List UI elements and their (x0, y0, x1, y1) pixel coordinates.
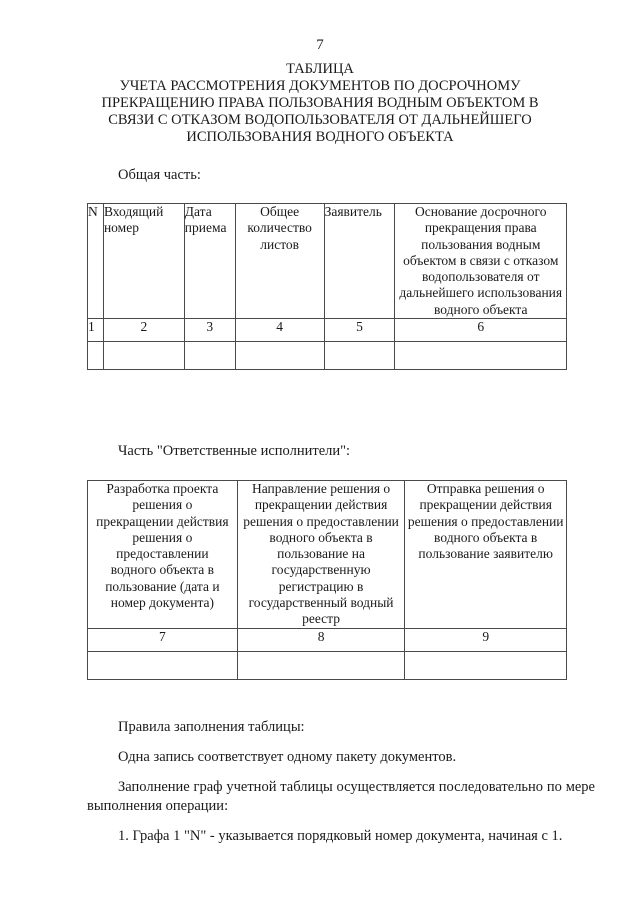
column-number: 9 (405, 628, 567, 651)
column-number: 4 (235, 319, 324, 342)
general-part-label: Общая часть: (118, 167, 201, 183)
empty-cell (88, 342, 104, 370)
document-title (0, 61, 640, 146)
responsible-part-table (87, 480, 567, 680)
column-header-n: N (88, 204, 104, 319)
column-header-sheet-count: Общее количество листов (235, 204, 324, 319)
empty-cell (405, 651, 567, 679)
column-number-row (88, 628, 567, 651)
column-number: 6 (395, 319, 567, 342)
column-header-project-development: Разработка проекта решения о прекращении действия решения о предоставлении водного объекта в пользование (дата и номер документа) (88, 481, 238, 629)
column-header-incoming-number: Входящий номер (103, 204, 184, 319)
rules-paragraph: 1. Графа 1 "N" - указывается порядковый номер документа, начиная с 1. (118, 828, 563, 844)
column-header-receipt-date: Дата приема (184, 204, 235, 319)
title-line: ИСПОЛЬЗОВАНИЯ ВОДНОГО ОБЪЕКТА (186, 129, 454, 145)
empty-table-row (88, 651, 567, 679)
empty-table-row (88, 342, 567, 370)
column-number: 5 (324, 319, 395, 342)
rules-paragraph: Одна запись соответствует одному пакету документов. (118, 749, 457, 765)
column-header-termination-basis: Основание досрочного прекращения права пользования водным объектом в связи с отказом водопользователя от дальнейшего использования водного объекта (395, 204, 567, 319)
general-part-table (87, 203, 567, 370)
page-number: 7 (316, 37, 324, 53)
empty-cell (395, 342, 567, 370)
title-line: СВЯЗИ С ОТКАЗОМ ВОДОПОЛЬЗОВАТЕЛЯ ОТ ДАЛЬНЕЙШЕГО (108, 112, 532, 128)
column-header-applicant: Заявитель (324, 204, 395, 319)
column-number: 7 (88, 628, 238, 651)
rules-heading: Правила заполнения таблицы: (118, 719, 305, 735)
column-number: 2 (103, 319, 184, 342)
responsible-part-label: Часть "Ответственные исполнители": (118, 443, 351, 459)
empty-cell (237, 651, 405, 679)
column-number: 1 (88, 319, 104, 342)
empty-cell (324, 342, 395, 370)
title-line: УЧЕТА РАССМОТРЕНИЯ ДОКУМЕНТОВ ПО ДОСРОЧНОМУ (119, 78, 521, 94)
column-number: 3 (184, 319, 235, 342)
empty-cell (103, 342, 184, 370)
title-line: ПРЕКРАЩЕНИЮ ПРАВА ПОЛЬЗОВАНИЯ ВОДНЫМ ОБЪЕКТОМ В (101, 95, 539, 111)
header-row (88, 204, 567, 319)
column-number-row (88, 319, 567, 342)
empty-cell (88, 651, 238, 679)
empty-cell (235, 342, 324, 370)
empty-cell (184, 342, 235, 370)
header-row (88, 481, 567, 629)
rules-paragraph: Заполнение граф учетной таблицы осуществляется последовательно по мере выполнения операции: (87, 779, 595, 814)
column-number: 8 (237, 628, 405, 651)
column-header-applicant-dispatch: Отправка решения о прекращении действия решения о предоставлении водного объекта в пользование заявителю (405, 481, 567, 629)
title-line: ТАБЛИЦА (286, 61, 354, 77)
column-header-registration-submission: Направление решения о прекращении действия решения о предоставлении водного объекта в пользование на государственную регистрацию в государственный водный реестр (237, 481, 405, 629)
